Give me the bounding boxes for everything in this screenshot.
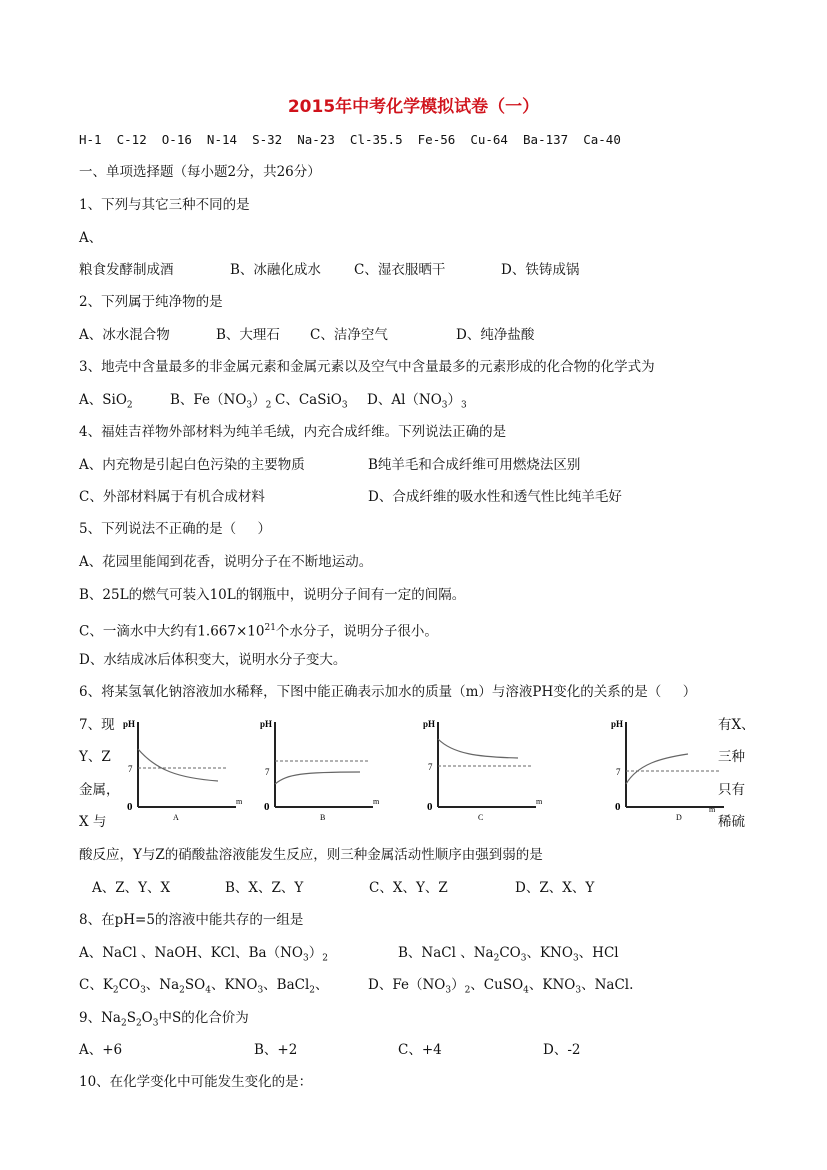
- q9-option-d: D、-2: [543, 1042, 581, 1058]
- q7-option-b: B、X、Z、Y: [225, 880, 304, 896]
- q3-option-c: C、CaSiO$_3$: [275, 392, 348, 411]
- atomic-masses: H-1 C-12 O-16 N-14 S-32 Na-23 Cl-35.5 Fe-56 Cu-64 Ba-137 Ca-40: [79, 132, 621, 147]
- q4-option-c: C、外部材料属于有机合成材料: [79, 489, 265, 505]
- q4-option-d: D、合成纤维的吸水性和透气性比纯羊毛好: [368, 489, 622, 505]
- q7-text-left-1: 7、现: [79, 717, 115, 733]
- q2-option-a: A、冰水混合物: [79, 327, 170, 343]
- q5-option-a: A、花园里能闻到花香，说明分子在不断地运动。: [79, 554, 373, 570]
- q3-option-d: D、$Al(NO_3)_3$: [367, 392, 467, 411]
- q7-text-right-1: 有X、: [718, 717, 755, 733]
- graph-c-letter: C: [478, 813, 484, 822]
- graph-b-seven-label: 7: [265, 767, 270, 777]
- graph-c-zero-label: 0: [427, 801, 433, 813]
- graph-d-zero-label: 0: [615, 801, 621, 813]
- q5-stem: 5、下列说法不正确的是（ ）: [79, 521, 272, 537]
- q4-option-a: A、内充物是引起白色污染的主要物质: [79, 457, 305, 473]
- q1-option-c: C、湿衣服晒干: [354, 262, 446, 278]
- q3-stem: 3、地壳中含量最多的非金属元素和金属元素以及空气中含量最多的元素形成的化合物的化学式为: [79, 359, 655, 375]
- graph-a-letter: A: [173, 813, 179, 822]
- graph-a-m-label: m: [236, 797, 243, 806]
- q9-option-a: A、+6: [79, 1042, 123, 1058]
- graph-a-seven-label: 7: [128, 764, 133, 774]
- q5-option-c: C、一滴水中大约有$1.667\times 10^{21}$个水分子，说明分子很小。: [79, 623, 438, 640]
- graph-b-m-label: m: [373, 797, 380, 806]
- ph-graph-d: [606, 712, 731, 827]
- q10-stem: 10、在化学变化中可能发生变化的是：: [79, 1074, 313, 1090]
- q7-text-left-2: Y、Z: [79, 749, 111, 765]
- graph-b-letter: B: [320, 813, 326, 822]
- ph-graph-b: [255, 712, 380, 827]
- q2-option-d: D、纯净盐酸: [456, 327, 535, 343]
- graph-d-letter: D: [676, 813, 682, 822]
- q9-option-b: B、+2: [254, 1042, 298, 1058]
- q8-stem: 8、在pH=5的溶液中能共存的一组是: [79, 912, 304, 928]
- q7-option-c: C、X、Y、Z: [369, 880, 448, 896]
- q9-option-c: C、+4: [398, 1042, 442, 1058]
- q5-option-d: D、水结成冰后体积变大，说明水分子变大。: [79, 652, 347, 668]
- q4-stem: 4、福娃吉祥物外部材料为纯羊毛绒，内充合成纤维。下列说法正确的是: [79, 424, 507, 440]
- ph-graph-a: [118, 712, 243, 827]
- q8-option-b: B、NaCl 、$Na_2CO_3$、$KNO_3$、HCl: [398, 945, 619, 964]
- q2-option-b: B、大理石: [216, 327, 280, 343]
- q7-option-a: A、Z、Y、X: [92, 880, 171, 896]
- q7-text-right-4: 稀硫: [718, 814, 745, 830]
- graph-d-m-label: m: [709, 805, 716, 814]
- graph-b-ph-label: pH: [260, 719, 273, 729]
- q2-stem: 2、下列属于纯净物的是: [79, 294, 223, 310]
- q3-option-a: A、SiO$_2$: [79, 392, 133, 411]
- exam-title: 2015年中考化学模拟试卷（一）: [287, 97, 540, 117]
- q7-text-left-4: X 与: [79, 814, 107, 830]
- q9-stem: 9、$Na_2S_2O_3$中S的化合价为: [79, 1010, 249, 1029]
- q7-text-right-2: 三种: [718, 749, 745, 765]
- q7-text-left-3: 金属，: [79, 782, 120, 798]
- section-heading: 一、单项选择题（每小题2分，共26分）: [79, 164, 321, 180]
- q5-option-b: B、25L的燃气可装入10L的钢瓶中，说明分子间有一定的间隔。: [79, 587, 466, 603]
- q2-option-c: C、洁净空气: [310, 327, 388, 343]
- q1-option-b: B、冰融化成水: [230, 262, 321, 278]
- graph-c-ph-label: pH: [423, 719, 436, 729]
- q3-option-b: B、$Fe(NO_3)_2$: [170, 392, 272, 411]
- q7-option-d: D、Z、X、Y: [515, 880, 595, 896]
- graph-d-ph-label: pH: [611, 719, 624, 729]
- q1-prefix: A、: [79, 230, 103, 246]
- graph-b-zero-label: 0: [264, 801, 270, 813]
- graph-a-zero-label: 0: [127, 801, 133, 813]
- q8-option-a: A、NaCl 、NaOH、KCl、$Ba(NO_3)_2$: [79, 945, 328, 964]
- q7-continuation: 酸反应，Y与Z的硝酸盐溶液能发生反应，则三种金属活动性顺序由强到弱的是: [79, 847, 543, 863]
- q7-text-right-3: 只有: [718, 782, 745, 798]
- graph-c-seven-label: 7: [428, 762, 433, 772]
- q8-option-d: D、$Fe(NO_3)_2$、CuSO$_4$、$KNO_3$、NaCl.: [368, 977, 634, 996]
- graph-a-ph-label: pH: [123, 719, 136, 729]
- q1-stem: 1、下列与其它三种不同的是: [79, 197, 250, 213]
- q4-option-b: B纯羊毛和合成纤维可用燃烧法区别: [368, 457, 581, 473]
- q1-option-a: 粮食发酵制成酒: [79, 262, 174, 278]
- ph-graph-c: [418, 712, 543, 827]
- graph-d-seven-label: 7: [616, 767, 621, 777]
- q1-option-d: D、铁铸成锅: [501, 262, 580, 278]
- graph-c-m-label: m: [536, 797, 543, 806]
- q6-stem: 6、将某氢氧化钠溶液加水稀释，下图中能正确表示加水的质量（m）与溶液PH变化的关系的是（ ）: [79, 684, 697, 700]
- q8-option-c: C、$K_2CO_3$、$Na_2SO_4$、$KNO_3$、BaCl$_2$、: [79, 977, 329, 996]
